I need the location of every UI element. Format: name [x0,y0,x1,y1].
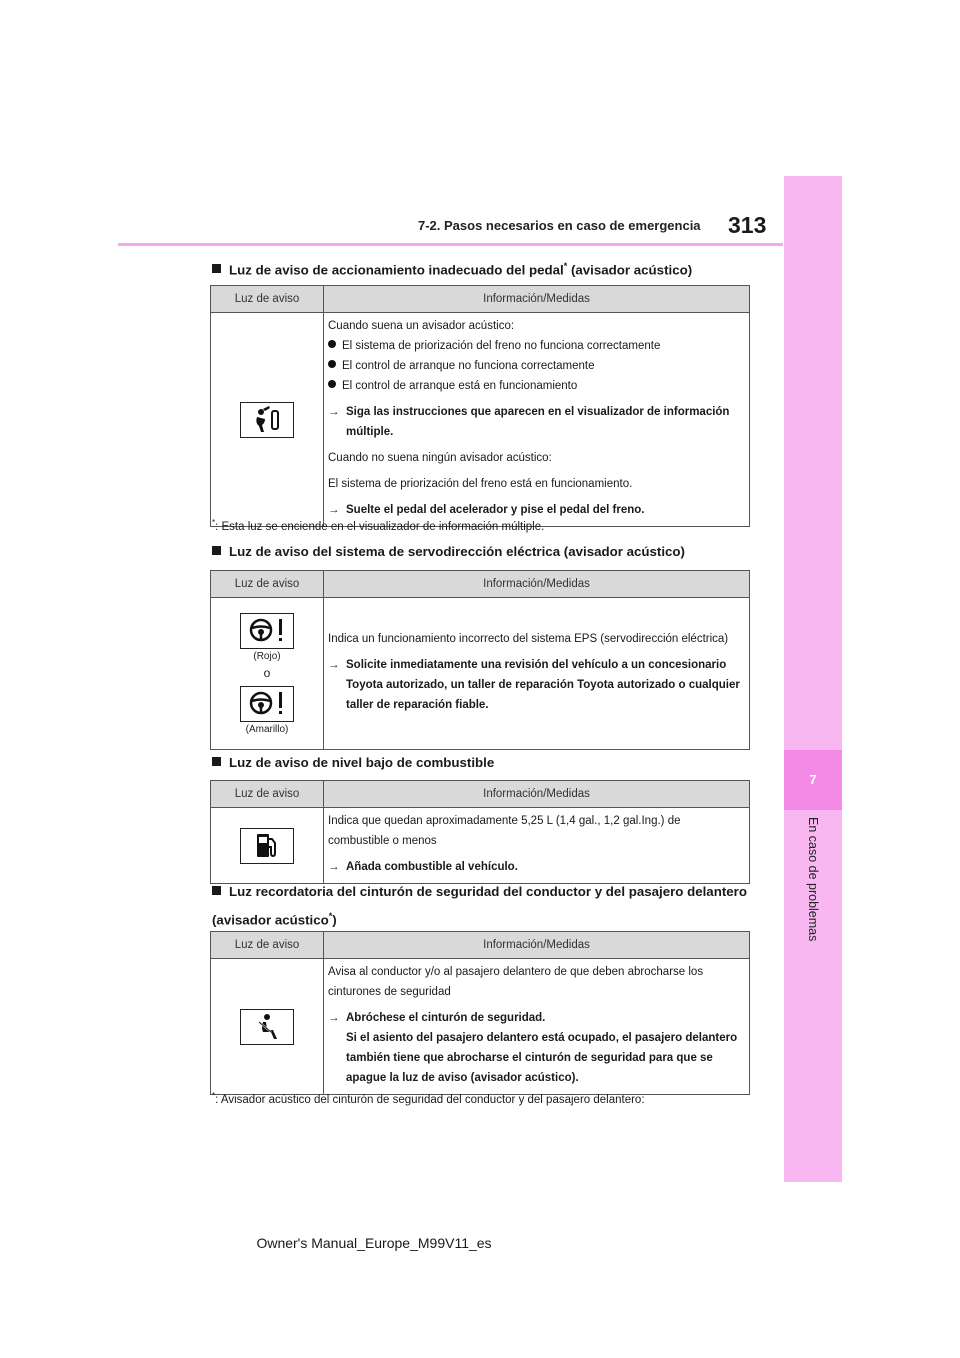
footnote-text: : Esta luz se enciende en el visualizador de información múltiple. [215,520,545,533]
arrow-icon: → [328,406,340,418]
chapter-number: 7 [809,772,817,787]
chapter-label [806,817,822,977]
bullet-icon [328,360,336,368]
bullet-item [328,376,745,396]
action-text: Siga las instrucciones que aparecen en el visualizador de información múltiple. [346,406,730,438]
heading-pedal-warning [212,256,752,280]
footnote-mark: * [212,1091,216,1100]
icon-cell [211,959,324,1095]
eps-warning-table [210,570,750,750]
heading-text: Luz recordatoria del cinturón de seguridad del conductor y del pasajero delantero (avisador acústico [212,884,747,928]
page-number: 313 [728,212,767,238]
heading-sup: * [328,911,333,921]
seatbelt-warning-table [210,931,750,1095]
bullet-text: El control de arranque no funciona correctamente [342,360,595,372]
action-line [328,1008,745,1088]
bullet-item [328,356,745,376]
or-text: o [263,665,271,680]
heading-fuel-warning [212,753,752,773]
action-text: Abróchese el cinturón de seguridad. [346,1012,546,1024]
arrow-icon: → [328,861,340,873]
footnote-text: : Avisador acústico del cinturón de seguridad del conductor y del pasajero delantero: [215,1093,645,1106]
heading-suffix: (avisador acústico) [567,262,693,278]
bullet-icon [328,380,336,388]
action-line [328,500,745,520]
col-warning-light: Luz de aviso [211,286,324,313]
action-line [328,655,745,715]
heading-square-icon [212,886,221,895]
info-line: Cuando no suena ningún avisador acústico: [328,452,552,464]
col-info: Información/Medidas [324,286,750,313]
section-title: 7-2. Pasos necesarios en caso de emergencia [418,218,701,233]
arrow-icon: → [328,659,340,671]
col-warning-light: Luz de aviso [211,571,324,598]
col-info: Información/Medidas [324,932,750,959]
seatbelt-icon [240,1009,294,1045]
steering-warning-icon-red [240,613,294,649]
footnote-2 [212,1091,645,1106]
pedal-warning-info [324,313,750,527]
heading-suffix: ) [332,912,337,928]
heading-text: Luz de aviso del sistema de servodirección eléctrica (avisador acústico) [229,544,685,559]
info-line: El sistema de priorización del freno está en funcionamiento. [328,478,633,490]
heading-square-icon [212,757,221,766]
footnote-mark: * [212,518,216,527]
action-text: Añada combustible al vehículo. [346,861,518,873]
fuel-warning-table [210,780,750,884]
heading-square-icon [212,546,221,555]
pedal-warning-table [210,285,750,527]
bullet-item [328,336,745,356]
action-text: Suelte el pedal del acelerador y pise el pedal del freno. [346,504,645,516]
info-line: Indica que quedan aproximadamente 5,25 L (1,4 gal., 1,2 gal.Ing.) de combustible o menos [328,815,681,847]
heading-text: Luz de aviso de accionamiento inadecuado del pedal [229,262,564,278]
heading-seatbelt-warning [212,880,752,932]
info-line: Indica un funcionamiento incorrecto del sistema EPS (servodirección eléctrica) [328,633,729,645]
col-warning-light: Luz de aviso [211,781,324,808]
action-line [328,857,745,877]
header-rule [118,243,783,246]
eps-warning-info [324,598,750,750]
heading-eps-warning [212,542,752,562]
info-line: Avisa al conductor y/o al pasajero delantero de que deben abrocharse los cinturones de seguridad [328,966,704,998]
caption-amber: (Amarillo) [245,723,289,735]
col-info: Información/Medidas [324,781,750,808]
chapter-label-text: En caso de problemas [806,817,820,942]
bullet-icon [328,340,336,348]
chapter-side-strip [784,176,842,1182]
footnote-1 [212,518,544,533]
fuel-warning-info [324,808,750,884]
manual-footer: Owner's Manual_Europe_M99V11_es [256,1235,492,1251]
heading-square-icon [212,264,221,273]
fuel-pump-icon [240,828,294,864]
action-text-detail: Si el asiento del pasajero delantero está ocupado, el pasajero delantero también tiene que abrocharse el cinturón de seguridad para que se apague la luz de aviso (avisador acústico). [346,1032,738,1084]
chapter-number-tab[interactable] [784,750,842,810]
caption-red: (Rojo) [253,650,281,662]
pedal-warning-icon [240,402,294,438]
bullet-text: El sistema de priorización del freno no funciona correctamente [342,340,661,352]
icon-cell [211,313,324,527]
bullet-text: El control de arranque está en funcionamiento [342,380,578,392]
action-line [328,402,745,442]
col-warning-light: Luz de aviso [211,932,324,959]
info-line: Cuando suena un avisador acústico: [328,320,515,332]
col-info: Información/Medidas [324,571,750,598]
icon-cell [211,598,324,750]
arrow-icon: → [328,1012,340,1024]
action-text: Solicite inmediatamente una revisión del vehículo a un concesionario Toyota autorizado, un taller de reparación Toyota autorizado o cualquier taller de reparación fiable. [346,659,740,711]
heading-sup: * [563,261,568,271]
icon-cell [211,808,324,884]
arrow-icon: → [328,504,340,516]
seatbelt-warning-info [324,959,750,1095]
heading-text: Luz de aviso de nivel bajo de combustible [229,755,495,770]
steering-warning-icon-amber [240,686,294,722]
